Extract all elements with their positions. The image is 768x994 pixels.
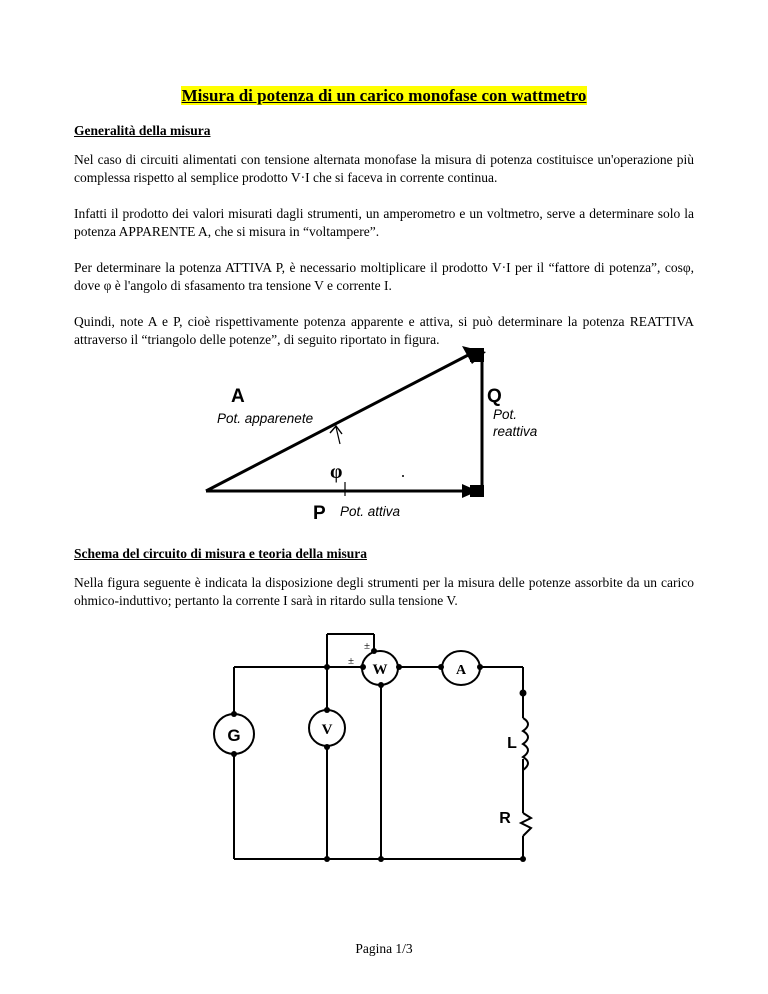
node-dot [371,648,377,654]
wattmeter-polarity-mark-voltage: ± [363,640,371,652]
paragraph-4: Quindi, note A e P, cioè rispettivamente potenza apparente e attiva, si può determinare la potenza REATTIVA attraverso il “triangolo delle potenze”, di seguito riportato in figura. [74,314,694,347]
wattmeter-label: W [372,662,388,678]
page-footer: Pagina 1/3 [355,941,413,956]
node-dot [396,664,402,670]
ammeter-label: A [455,663,467,678]
node-dot [378,682,384,688]
wattmeter-polarity-mark-current: ± [347,655,355,667]
node-dot [520,856,526,862]
inductor-label: L [507,735,517,752]
node-dot [477,664,483,670]
label-phi: φ [330,461,343,483]
label-Q: Q [487,386,502,407]
node-dot [231,751,237,757]
label-P: P [313,503,326,524]
node-dot [438,664,444,670]
label-Q-description-line2: reattiva [493,424,538,439]
node-dot [231,711,237,717]
label-Q-description-line1: Pot. [493,407,518,422]
node-dot [324,707,330,713]
paragraph-1: Nel caso di circuiti alimentati con tensione alternata monofase la misura di potenza costituisce un'operazione più complessa rispetto al semplice prodotto V·I che si faceva in corrente continua. [74,152,694,185]
node-dot [324,744,330,750]
paragraph-5: Nella figura seguente è indicata la disposizione degli strumenti per la misura delle potenze assorbite da un carico ohmico-induttivo; pertanto la corrente I sarà in ritardo sulla tensione V. [74,575,694,608]
page-title-text: Misura di potenza di un carico monofase con wattmetro [181,86,587,105]
section-heading-schema: Schema del circuito di misura e teoria della misura [74,546,367,561]
section-heading-generalita: Generalità della misura [74,123,211,138]
label-P-description: Pot. attiva [340,504,401,519]
voltmeter-label: V [321,722,333,738]
label-A: A [231,386,245,407]
node-dot [324,664,330,670]
node-dot [378,856,384,862]
paragraph-3: Per determinare la potenza ATTIVA P, è necessario moltiplicare il prodotto V·I per il “fattore di potenza”, cosφ, dove φ è l'angolo di sfasamento tra tensione V e corrente I. [74,260,694,293]
node-dot [324,856,330,862]
node-dot [520,690,527,697]
generator-label: G [227,726,241,745]
label-A-description: Pot. apparenete [217,411,314,426]
resistor-label: R [499,810,511,827]
node-dot [360,664,366,670]
resistor-zigzag [521,813,531,836]
paragraph-2: Infatti il prodotto dei valori misurati dagli strumenti, un amperometro e un voltmetro, serve a determinare solo la potenza APPARENTE A, che si misura in “voltampere”. [74,206,694,239]
